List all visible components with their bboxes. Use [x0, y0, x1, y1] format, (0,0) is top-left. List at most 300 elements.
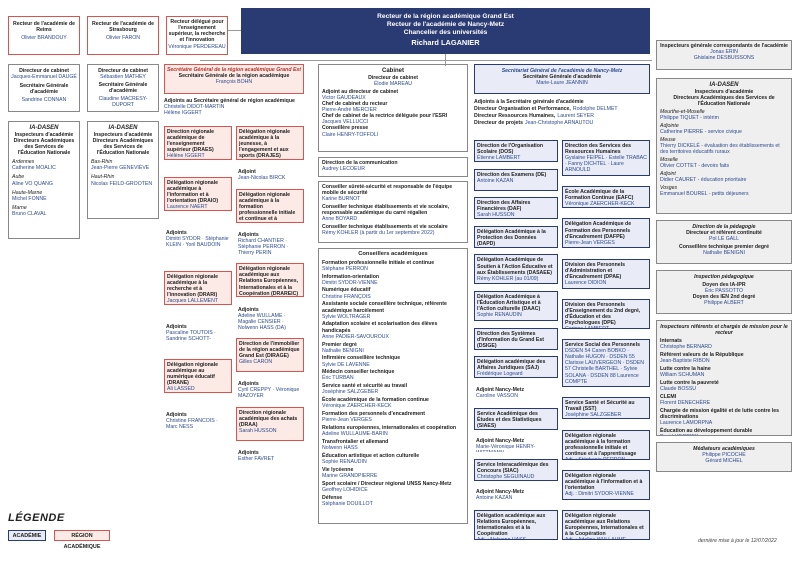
cabinet-name: Victor GAUDEAUX	[322, 95, 366, 102]
service-box	[562, 186, 650, 208]
adjoints-box	[164, 228, 232, 254]
recteur-delegue-esri-box	[166, 16, 228, 55]
service-box	[562, 430, 650, 460]
service-box	[474, 408, 558, 430]
adjoints-title: Adjoints	[238, 450, 259, 456]
cabinet-role: Chef de cabinet du recteur	[322, 101, 388, 108]
adjoint-title: Adjoint Nancy-Metz	[476, 438, 525, 445]
cabinet-name: Claire HENRY-TOFFOLI	[322, 131, 379, 138]
adjoints-box	[164, 410, 232, 430]
service-title: Délégation Académique à la Protection des Données (DAPD)	[477, 228, 546, 247]
conseiller-name: Adeline WULLAUME-BARIN	[322, 431, 388, 438]
referent-role: Éducation au développement durable	[660, 427, 753, 434]
securite-name: Rémy KOHLER (à partir du 1er septembre 2022)	[322, 230, 435, 237]
sgra-adjoint-name: Hélène IGGERT	[164, 110, 202, 117]
delegation-head: Gilles CARON	[239, 359, 273, 366]
service-box	[474, 328, 558, 350]
cabinet-lines	[322, 89, 464, 138]
service-head	[477, 349, 555, 350]
communication-box	[318, 157, 468, 177]
delegation-box	[236, 338, 304, 372]
adjoint-box	[474, 385, 558, 401]
service-box	[562, 397, 650, 419]
securite-name: Anne BOYARD	[322, 216, 358, 223]
pedagogie-subtitle: Directeur et référent continuité	[686, 230, 762, 237]
adjoints-names: Jean-Nicolas BIRCK	[238, 175, 286, 182]
delegation-title: Délégation régionale académique à la recherche et à l'innovation (DRARI)	[167, 274, 219, 299]
dasen-name: Nicolas FEILD-GROOTEN	[91, 180, 153, 187]
nm-dasen-box	[656, 78, 792, 214]
conseiller-role: Médecin conseiller technique	[322, 369, 395, 376]
delegation-head: Jacques LALLEMENT	[167, 298, 219, 305]
connector	[200, 60, 652, 61]
recteur-reims-name: Olivier BRANDOUY	[21, 35, 67, 42]
dasen-department: Haute-Marne	[12, 189, 43, 196]
dasen-name: Catherine MOALIC	[12, 165, 56, 172]
recteur-region-header	[241, 8, 650, 54]
sga-adjoint-line	[474, 120, 650, 126]
sgra-adjoints	[164, 98, 304, 120]
adjoint-title: Adjoint Nancy-Metz	[476, 386, 525, 393]
dasen-department: Aube	[12, 174, 25, 181]
cabinet-role: Chef de cabinet de la rectrice déléguée pour l'ESRI	[322, 113, 448, 120]
sga-name: Marie-Laure JEANNIN	[536, 80, 588, 87]
service-head: Véronique ZAERCHER-KECK	[565, 201, 635, 208]
conseiller-role: Éducation artistique et action culturelle	[322, 453, 420, 460]
service-title: École Académique de la Formation Continue (EAFC)	[565, 189, 634, 202]
recteur-strasbourg-title: Recteur de l'académie de Strasbourg	[91, 21, 155, 34]
sga-subtitle: Secrétaire Générale d'académie	[522, 74, 602, 81]
adjoint-box	[474, 436, 558, 452]
conseiller-name: Geoffrey LOHIDICE	[322, 487, 368, 494]
delegation-box	[164, 359, 232, 393]
sga-box	[474, 64, 650, 94]
reims-dasen-subtitle: Inspecteurs d'académie Directeurs Académiques des Services de l'Éducation Nationale	[13, 132, 75, 157]
recteur-delegue-title: Recteur délégué pour l'enseignement supérieur, la recherche et l'innovation	[168, 19, 226, 44]
conseiller-role: Adaptation scolaire et scolarisation des élèves handicapés	[322, 321, 438, 334]
pedagogie-subtitle2: Conseillère technique premier degré	[679, 244, 769, 251]
service-title: Délégation Académique à l'Éducation Artistique et à l'Action culturelle (DAAC)	[477, 294, 541, 313]
securite-box	[318, 181, 468, 243]
service-box	[474, 197, 558, 219]
service-head: Rémy KOHLER (au 01/09)	[477, 275, 539, 282]
adjoints-box	[236, 448, 304, 462]
communication-title: Direction de la communication	[322, 160, 398, 166]
adjoint-name: Antoine KAZAN	[476, 495, 513, 502]
recteur-reims-title: Recteur de l'académie de Reims	[12, 21, 76, 34]
pedagogie-title: Direction de la pédagogie	[692, 224, 756, 230]
nm-dasen-title: IA-DASEN	[709, 82, 739, 88]
igs-name: Jonas ERIN	[710, 49, 738, 56]
delegation-head: Sarah HUSSON	[239, 427, 277, 434]
cabinet-name: Pierre-André MERCIER	[322, 107, 377, 114]
conseillers-title: Conseillers académiques	[358, 251, 428, 257]
service-head: Christophe SEGUINAUD	[477, 473, 535, 480]
mediateurs-name: Philippe PICOCHE	[702, 452, 746, 459]
delegation-box	[236, 189, 304, 223]
strasbourg-dasen-box	[87, 121, 159, 219]
delegation-head: Hélène IGGERT	[167, 153, 205, 160]
strasbourg-cabinet-box	[87, 64, 159, 112]
dasen-department: Haut-Rhin	[91, 174, 115, 181]
connector	[228, 30, 241, 31]
adjoint-box	[474, 487, 558, 503]
conseiller-name: Véronique ZAERCHER-KECK	[322, 403, 392, 410]
referents-list	[660, 338, 788, 436]
conseiller-name: Pierre-Jean VERGES	[322, 417, 372, 424]
nm-dasen-department: Adjoint	[660, 170, 676, 177]
pedagogie-name: Pol LE GALL	[709, 236, 739, 243]
service-box	[562, 510, 650, 540]
referent-role: Lutte contre la haine	[660, 365, 711, 372]
adjoints-names: Dimitri SYDOR · Stéphanie KLEIN · Yoril BAUDOIN	[166, 236, 229, 249]
adjoints-title: Adjoints	[238, 306, 259, 313]
service-title: Direction des Systèmes d'Information du Grand Est (DSIGE)	[477, 330, 544, 349]
conseiller-role: Premier degré	[322, 341, 357, 348]
service-title: Délégation académique aux Relations Européennes, Internationales et à la Coopération	[477, 513, 546, 538]
adjoints-box	[164, 322, 232, 342]
adjoints-names: Esther FAVRET	[238, 456, 275, 462]
recteur-region-name: Richard LAGANIER	[411, 37, 480, 47]
adjoints-title: Adjoints	[166, 412, 187, 418]
igs-box	[656, 40, 792, 70]
securite-name: Karine BURNOT	[322, 196, 361, 203]
nm-dasen-subtitle: Inspecteurs d'académie	[694, 89, 754, 96]
service-box	[562, 259, 650, 289]
service-head: Sarah HUSSON	[477, 212, 515, 219]
service-head: Adj. : Dimitri SYDOR-VIENNE	[565, 491, 634, 497]
conseiller-role: École académique de la formation continue	[322, 397, 429, 404]
reims-sga-name: Sandrine CONNAN	[21, 97, 67, 104]
sga-adjoint-line	[474, 113, 650, 119]
sga-adjoint-line	[474, 106, 650, 112]
dasen-name: Jean-Pierre GENEVIÈVE	[91, 165, 150, 172]
service-box	[562, 218, 650, 248]
strasbourg-dasen-list	[91, 159, 155, 186]
nm-dasen-name: Philippe TIQUET - intérim	[660, 115, 719, 122]
delegation-title: Direction régionale académique de l'enseignement supérieur (DRAES)	[167, 129, 214, 154]
recteur-reims-box	[8, 16, 80, 55]
conseiller-role: Formation professionnelle initiale et continue	[322, 259, 435, 266]
reims-cabinet-box	[8, 64, 80, 112]
mediateurs-box	[656, 442, 792, 472]
referent-name: Claude BOSSU	[660, 385, 697, 392]
nm-dasen-subtitle2: Directeurs Académiques des Services de l'Éducation Nationale	[673, 95, 775, 108]
nm-dasen-name: Emmanuel BOUREL - petits déjeuners	[660, 190, 749, 197]
service-title: Délégation régionale académique aux Relations Européennes, Internationales et à la Coopération	[565, 513, 644, 538]
nm-dasen-name: Thierry DICKELÉ - évaluation des établissements et des territoires éducatifs ruraux	[660, 143, 780, 156]
conseiller-name: Joséphine SALZGEBER	[322, 389, 379, 396]
nm-dasen-name: Catherine PIERRE - service civique	[660, 129, 742, 136]
adjoint-title: Adjoint Nancy-Metz	[476, 489, 525, 496]
cabinet-title: Cabinet	[381, 68, 404, 74]
cabinet-role: Adjoint au directeur de cabinet	[322, 88, 399, 95]
conseiller-name: Nolwenn HASS	[322, 445, 358, 452]
conseiller-name: Christine FRANÇOIS	[322, 293, 371, 300]
securite-role: Conseiller sûreté-sécurité et responsable de l'équipe mobile de sécurité	[322, 184, 453, 197]
adjoints-title: Adjoints	[238, 381, 259, 388]
conseillers-box	[318, 248, 468, 524]
service-box	[562, 470, 650, 500]
service-head	[477, 247, 555, 248]
service-title: Délégation régionale académique à la formation professionnelle initiale et continue et à l'apprentissage	[565, 432, 637, 457]
sgra-box	[164, 64, 304, 94]
reims-sga-title: Secrétaire Générale d'académie	[19, 83, 69, 96]
service-box	[562, 339, 650, 387]
service-title: Division des Personnels d'Administration et d'Encadrement (DPAE)	[565, 261, 625, 280]
cabinet-dircab-name: Élodie MAREAU	[373, 81, 413, 88]
dasen-department: Bas-Rhin	[91, 159, 113, 166]
igs-name: Ghislaine DESBUISSONS	[693, 55, 755, 62]
adjoints-title: Adjoint	[238, 169, 256, 176]
delegation-head: Laurence NAERT	[167, 204, 208, 211]
nm-dasen-name: Didier CAURET - éducation prioritaire	[660, 177, 747, 184]
conseiller-name: Sylvie WOLTRAGER	[322, 313, 371, 320]
service-box	[474, 254, 558, 284]
recteur-strasbourg-box	[87, 16, 159, 55]
referent-role: Chargée de mission égalité et de lutte contre les discriminations	[660, 407, 780, 420]
service-box	[474, 291, 558, 321]
sga-title: Secrétariat Général de l'académie de Nancy-Metz	[501, 68, 623, 74]
adjoints-box	[236, 305, 304, 331]
inspection-doyen-ien: Doyen des IEN 2nd degré	[692, 294, 756, 301]
service-head	[565, 537, 647, 540]
adjoints-names: Cyril CREPPY · Véronique MAZOYER	[238, 387, 300, 400]
adjoints-names: Pascaline TOUTOIS · Sandrine SCHOTT-	[166, 330, 216, 342]
pedagogie-name2: Nathalie BENIGNI	[703, 250, 745, 257]
conseiller-role: Défense	[322, 494, 343, 501]
nm-dasen-department: Moselle	[660, 156, 678, 163]
service-head	[477, 429, 555, 430]
referents-box	[656, 320, 792, 436]
legend-region: RÉGION ACADÉMIQUE	[54, 530, 110, 541]
nm-dasen-department: Meuse	[660, 136, 676, 143]
sga-adjoint-role: Directeur de projets	[474, 120, 524, 127]
conseiller-role: Information-orientation	[322, 273, 380, 280]
referent-name: Jean-Baptiste RIBON	[660, 357, 710, 364]
inspection-doyen-ipr: Doyen des IA-IPR	[702, 281, 746, 288]
service-title: Direction des Services des Ressources Humaines	[565, 143, 632, 156]
reims-dasen-list	[12, 159, 76, 217]
sgra-adjoint-name: Christelle DIDOT-MARTIN	[164, 104, 225, 111]
delegation-title: Direction régionale académique des achats (DRAA)	[239, 409, 298, 428]
delegation-title: Délégation régionale académique au numérique éducatif (DRANE)	[167, 362, 219, 387]
adjoints-title: Adjoints	[166, 230, 187, 236]
conseiller-role: Sport scolaire / Directeur régional UNSS Nancy-Metz	[322, 481, 452, 488]
delegation-title: Délégation régionale académique à la formation professionnelle initiale et continue et à	[239, 191, 296, 222]
referent-name: Florent DENECHÈRE	[660, 399, 711, 406]
referents-title: Inspecteurs référents et chargés de mission pour le recteur	[660, 324, 788, 337]
referent-name: William SCHUMAN	[660, 371, 705, 378]
reims-dircab-title: Directeur de cabinet	[19, 68, 69, 74]
conseiller-name: Nathalie BENIGNI	[322, 347, 364, 354]
service-title: Direction des Examens (DE)	[477, 171, 547, 178]
delegation-head	[239, 297, 301, 298]
sga-adjoint-name: Laurent SEYER	[557, 113, 594, 120]
service-box	[474, 169, 558, 191]
service-head: Pierre-Jean VERGES	[565, 239, 615, 246]
sga-adjoint-role: Directeur Organisation et Performance,	[474, 106, 571, 113]
sga-adjoint-role: Directeur Ressources Humaines,	[474, 113, 556, 120]
strasbourg-sga-title: Secrétaire Générale d'académie	[98, 81, 148, 95]
sga-adjoint-role: Adjoints à la Secrétaire générale d'académie	[474, 99, 584, 105]
inspection-name: Éric PASSOTTO	[704, 287, 744, 294]
conseiller-role: Numérique éducatif	[322, 287, 371, 294]
delegation-title: Délégation régionale académique aux Relations Européennes, Internationales et à la Coopération (DRAREIC)	[239, 266, 299, 297]
pedagogie-box	[656, 220, 792, 264]
adjoints-box	[236, 230, 304, 256]
delegation-box	[236, 407, 304, 441]
service-title: Service Interacadémique des Concours (SIAC)	[477, 461, 549, 474]
service-title: Délégation académique des Affaires Juridiques (SAJ)	[477, 359, 546, 372]
service-box	[474, 140, 558, 162]
delegation-title: Délégation régionale académique à l'information et à l'orientation (DRAIO)	[167, 180, 219, 205]
delegation-box	[164, 271, 232, 305]
dasen-name: Aline VO QUANG	[12, 180, 53, 187]
sga-adjoint-line	[474, 99, 650, 105]
legend-academie: ACADÉMIE	[8, 530, 46, 541]
mediateurs-name2: Gérard MICHEL	[705, 458, 743, 465]
recteur-delegue-name: Véronique PERDEREAU	[168, 44, 226, 51]
referent-role: Lutte contre la pauvreté	[660, 379, 719, 386]
service-box	[474, 459, 558, 481]
service-head: Antoine KAZAN	[477, 177, 514, 184]
reims-dasen-box	[8, 121, 80, 239]
strasbourg-dircab-title: Directeur de cabinet	[98, 68, 148, 74]
service-head	[565, 457, 647, 460]
nm-dasen-name: Olivier COTTET - devoirs faits	[660, 163, 730, 170]
service-head: DSDEN 54 Caren BOBKO · Nathalie HUGON · DSDEN 55 Clarisse LAUVERGEON · DSDEN 57 Christelle BARTHEL · Sylvie SOLANA · DSDEN 88 Laurence COMPTE	[565, 348, 644, 385]
cabinet-box	[318, 64, 468, 152]
securite-lines	[322, 184, 464, 236]
strasbourg-dircab-name: Sébastien MATHEY	[100, 74, 146, 81]
securite-role: Conseiller technique établissements et vie scolaire, responsable académique du carré régalien	[322, 204, 450, 217]
nm-dasen-list	[660, 109, 788, 197]
nm-dasen-department: Meurthe-et-Moselle	[660, 109, 705, 116]
adjoints-names: Christine FRANCOIS · Marc NESS	[166, 418, 218, 430]
sga-adjoint-name: Jean-Christophe ARNAUTOU	[525, 120, 594, 127]
conseiller-role: Formation des personnels d'encadrement	[322, 411, 425, 418]
service-title: Service Académique des Études et des Statistiques (SIAES)	[477, 410, 542, 429]
conseiller-name: Stéphanie DOUILLOT	[322, 501, 373, 508]
adjoints-title: Adjoints	[166, 324, 187, 330]
service-title: Direction de l'Organisation Scolaire (DOS)	[477, 143, 544, 156]
inspection-title: Inspection pédagogique	[694, 274, 754, 280]
sgra-adjoints-title: Adjoints au Secrétaire général de région académique	[164, 98, 295, 104]
recteur-region-line2: Recteur de l'académie de Nancy-Metz	[386, 21, 505, 29]
referent-role: Référent valeurs de la République	[660, 351, 744, 358]
service-title: Délégation Académique de Soutien à l'Action Éducative et aux Établissements (DASAEE)	[477, 257, 553, 276]
dasen-name: Bruno CLAVAL	[12, 210, 47, 217]
service-head: Étienne LAMBERT	[477, 155, 521, 162]
sga-adjoints	[474, 98, 650, 136]
igs-title: Inspecteurs générale correspondants de l'académie	[660, 43, 788, 49]
service-head: Laurence DIDION	[565, 279, 607, 286]
communication-name: Audrey LECOEUR	[322, 166, 365, 173]
reims-dasen-title: IA-DASEN	[29, 125, 59, 131]
nm-dasen-department: Vosges	[660, 184, 678, 191]
delegation-box	[236, 263, 304, 297]
recteur-strasbourg-name: Olivier FARON	[105, 35, 140, 42]
mediateurs-title: Médiateurs académiques	[693, 446, 755, 452]
conseiller-role: Transfrontalier et allemand	[322, 439, 389, 446]
conseiller-role: Relations européennes, internationales et coopération	[322, 425, 457, 432]
conseiller-name: Sophie RENAUDIN	[322, 459, 367, 466]
inspection-box	[656, 270, 792, 314]
inspection-name2: Philippe ALBERT	[704, 300, 744, 307]
sgra-subtitle: Secrétaire Générale de la région académique	[178, 73, 290, 80]
conseiller-name: Anne PADIER-SAVOUROUX	[322, 333, 389, 340]
service-title: Division des Personnels d'Enseignement du 2nd degré, d'Éducation et des Psychologues (DPE)	[565, 301, 641, 327]
service-title: Direction des Affaires Financières (DAF)	[477, 200, 531, 213]
conseiller-name: Marine GRANDPIERRE	[322, 473, 378, 480]
service-head: Frédérique Logeard	[477, 371, 523, 378]
dasen-department: Ardennes	[12, 159, 35, 166]
delegation-head: Ali LASSED	[167, 386, 195, 393]
service-box	[562, 299, 650, 329]
cabinet-role: Conseillère presse	[322, 125, 369, 132]
securite-role: Conseiller technique établissements et vie scolaire	[322, 224, 448, 231]
recteur-region-line3: Chancelier des universités	[403, 29, 488, 37]
service-head	[477, 537, 555, 540]
sgra-title: Secrétaire Général de la région académique Grand Est	[166, 67, 302, 73]
service-head: Sophie RENAUDIN	[477, 312, 522, 319]
service-head: Gyslaine FEIPEL · Estelle TRABAC · Fanny DICHTEL · Laure ARNOULD	[565, 155, 647, 174]
strasbourg-sga-name: Claudine MACRESY-DUPORT	[98, 95, 148, 108]
adjoint-name: Caroline VASSON	[476, 393, 518, 399]
adjoints-title: Adjoints	[238, 232, 259, 238]
dasen-name: Michel FONNE	[12, 195, 47, 202]
strasbourg-dasen-title: IA-DASEN	[108, 125, 138, 131]
sga-adjoint-name: Rodolphe DELMET	[572, 106, 618, 113]
dasen-department: Marne	[12, 204, 27, 211]
adjoints-names: Adeline WULLAME · Magalie CENSIER · Nolwenn HASS (DA)	[238, 312, 286, 331]
conseiller-role: Assistante sociale conseillère technique, référente académique harcèlement	[322, 301, 447, 314]
referent-name: Christophe BERNARD	[660, 344, 712, 351]
delegation-title: Direction de l'immobilier de la région académique Grand Est (DIRAGE)	[239, 341, 300, 360]
service-head	[565, 326, 647, 329]
cabinet-name: Jacques VELLUCCI	[322, 119, 369, 126]
adjoints-names: Richard CHANTIER · Stéphanie PERRON · Thierry PERIN	[238, 238, 289, 256]
delegation-box	[236, 126, 304, 160]
reims-dircab-name: Jacques-Emmanuel DAUGÉ	[11, 74, 77, 81]
legend-title: LÉGENDE	[8, 512, 65, 524]
conseiller-role: Vie lycéenne	[322, 467, 354, 474]
service-title: Service Santé et Sécurité au Travail (SST)	[565, 400, 635, 413]
service-box	[474, 356, 558, 378]
footer-date: dernière mise à jour le 12/07/2022	[698, 538, 777, 544]
service-box	[474, 510, 558, 540]
service-box	[562, 140, 650, 176]
conseiller-name: Stéphane PERRON	[322, 265, 368, 272]
service-title: Délégation Académique de Formation des Personnels d'Encadrement (DAFPE)	[565, 221, 632, 240]
strasbourg-dasen-subtitle: Inspecteurs d'académie Directeurs Académiques des Services de l'Éducation Nationale	[92, 132, 154, 157]
delegation-head	[239, 159, 301, 160]
delegation-box	[164, 177, 232, 211]
cabinet-dircab-title: Directeur de cabinet	[368, 75, 418, 82]
recteur-region-line1: Recteur de la région académique Grand Est	[377, 13, 514, 20]
conseiller-role: Infirmière conseillère technique	[322, 355, 401, 362]
service-title: Service Social des Personnels	[565, 342, 640, 349]
sgra-name: François BOHN	[215, 79, 253, 86]
adjoints-box	[236, 167, 304, 181]
service-title: Délégation régionale académique à l'information et à l'orientation	[565, 472, 643, 491]
delegation-title: Délégation régionale académique à la jeunesse, à l'engagement et aux sports (DRAJES)	[239, 129, 291, 160]
adjoint-name: Marie-Véronique HENRY-	[476, 444, 536, 451]
conseiller-role: Service santé et sécurité au travail	[322, 383, 408, 390]
conseiller-name: Éric TURBAN	[322, 375, 354, 382]
service-head: Joséphine SALZGEBER	[565, 412, 622, 419]
